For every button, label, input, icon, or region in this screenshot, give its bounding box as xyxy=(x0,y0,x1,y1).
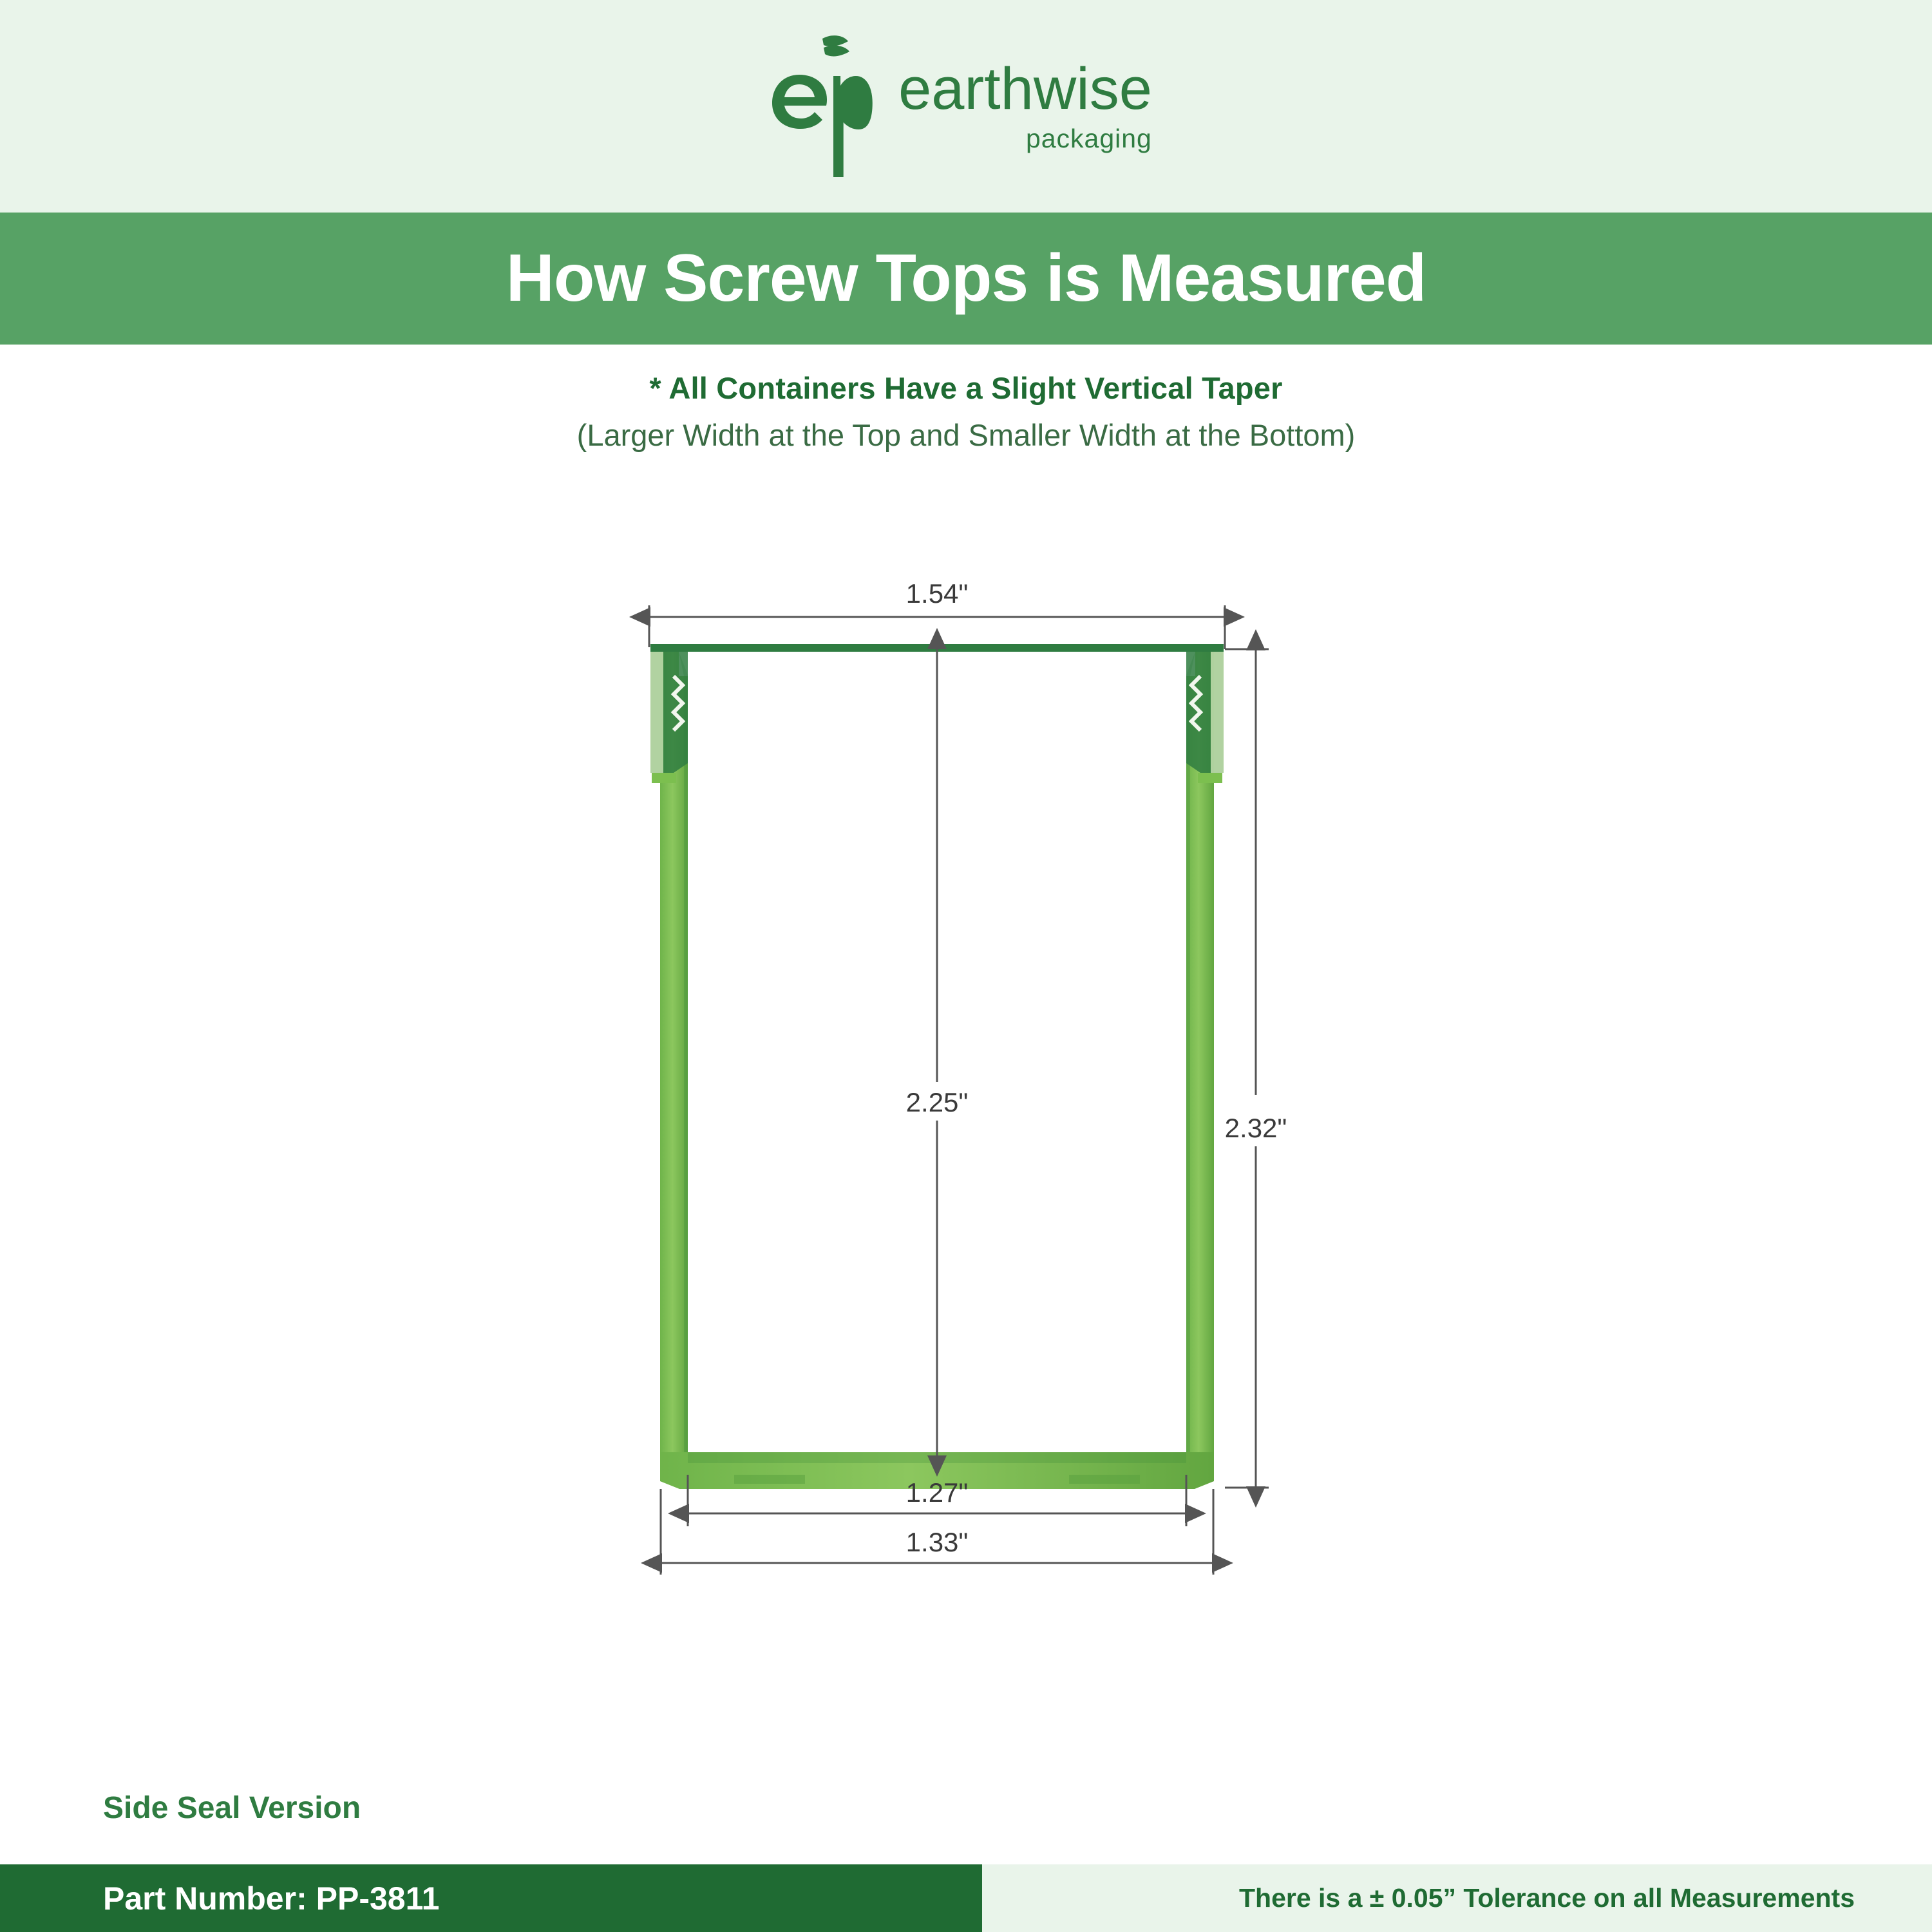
dimension-bottom-outer-width-label: 1.33" xyxy=(905,1527,969,1557)
ep-leaf-logo-icon xyxy=(767,32,876,180)
brand-logo xyxy=(767,32,1152,180)
brand-tagline: packaging xyxy=(1025,123,1152,153)
dimension-inner-height-label: 2.25" xyxy=(905,1087,969,1117)
dimension-top-width-label: 1.54" xyxy=(905,580,969,609)
taper-note-primary: * All Containers Have a Slight Vertical Taper xyxy=(649,371,1283,405)
tolerance-note: There is a ± 0.05” Tolerance on all Measurements xyxy=(1238,1883,1855,1913)
footer-tolerance-block xyxy=(982,1864,1932,1932)
dimension-overall-height-label: 2.32" xyxy=(1224,1113,1287,1143)
dimension-overall-height xyxy=(1225,649,1287,1488)
logo-band xyxy=(0,0,1932,213)
page-title: How Screw Tops is Measured xyxy=(506,241,1426,316)
footer xyxy=(0,1864,1932,1932)
dimension-bottom-inner-width-label: 1.27" xyxy=(905,1477,969,1508)
taper-note-secondary: (Larger Width at the Top and Smaller Width at the Bottom) xyxy=(576,418,1356,452)
dimension-top-width xyxy=(649,580,1225,649)
part-number: Part Number: PP-3811 xyxy=(103,1880,440,1917)
taper-notes xyxy=(0,370,1932,453)
side-seal-label: Side Seal Version xyxy=(103,1791,361,1825)
footer-part-number-block xyxy=(0,1864,982,1932)
title-band xyxy=(0,213,1932,345)
container-cross-section-svg xyxy=(612,580,1320,1623)
container-drawing xyxy=(0,580,1932,1642)
dimension-inner-height xyxy=(906,649,969,1455)
brand-wordmark xyxy=(898,55,1152,154)
brand-name: earthwise xyxy=(898,55,1152,122)
